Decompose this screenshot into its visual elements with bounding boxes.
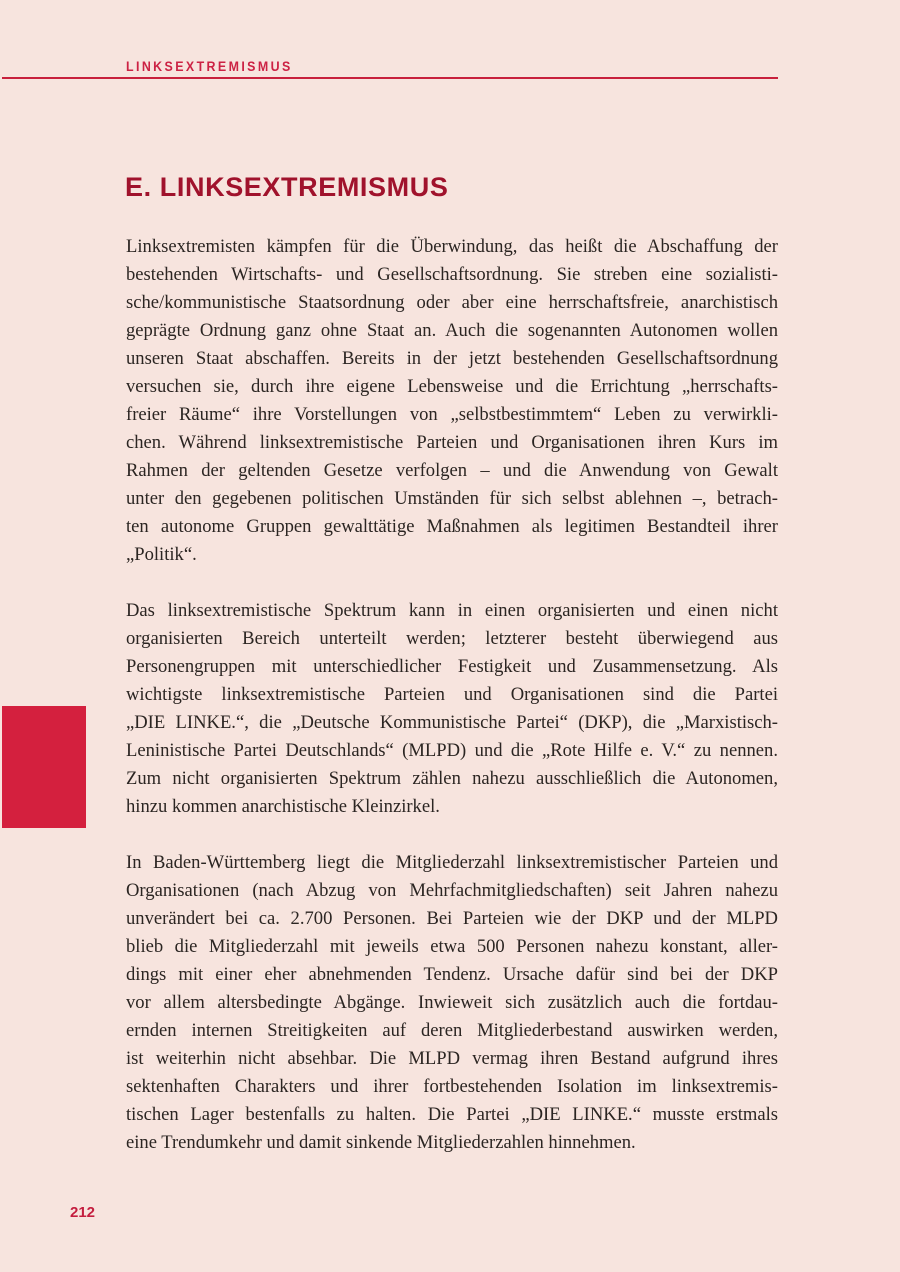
- text-line: hinzu kommen anarchistische Kleinzirkel.: [126, 796, 440, 817]
- text-line: Zum nicht organisierten Spektrum zählen nahezu ausschließlich die Autonomen,: [126, 768, 778, 789]
- text-line: versuchen sie, durch ihre eigene Lebensweise und die Errichtung „herrschafts-: [126, 376, 778, 397]
- text-line: unter den gegebenen politischen Umständen für sich selbst ablehnen –, betrach-: [126, 488, 778, 509]
- text-line: dings mit einer eher abnehmenden Tendenz. Ursache dafür sind bei der DKP: [126, 964, 778, 985]
- text-line: „Politik“.: [126, 544, 197, 565]
- text-line: tischen Lager bestenfalls zu halten. Die Partei „DIE LINKE.“ musste erstmals: [126, 1104, 778, 1125]
- text-line: Personengruppen mit unterschiedlicher Festigkeit und Zusammensetzung. Als: [126, 656, 778, 677]
- paragraph-2: [126, 597, 778, 821]
- text-line: sektenhaften Charakters und ihrer fortbestehenden Isolation im linksextremis-: [126, 1076, 778, 1097]
- text-line: unverändert bei ca. 2.700 Personen. Bei Parteien wie der DKP und der MLPD: [126, 908, 778, 929]
- text-line: geprägte Ordnung ganz ohne Staat an. Auch die sogenannten Autonomen wollen: [126, 320, 778, 341]
- body-text: [126, 233, 778, 1185]
- text-line: Linksextremisten kämpfen für die Überwindung, das heißt die Abschaffung der: [126, 236, 778, 257]
- running-header-title: LINKSEXTREMISMUS: [126, 59, 293, 74]
- chapter-title: E. LINKSEXTREMISMUS: [125, 172, 449, 202]
- chapter-side-tab: [2, 706, 86, 828]
- page-number: 212: [70, 1204, 96, 1221]
- header-rule: [2, 77, 778, 79]
- text-line: sche/kommunistische Staatsordnung oder aber eine herrschaftsfreie, anarchistisch: [126, 292, 778, 313]
- text-line: Das linksextremistische Spektrum kann in einen organisierten und einen nicht: [126, 600, 778, 621]
- text-line: wichtigste linksextremistische Parteien und Organisationen sind die Partei: [126, 684, 778, 705]
- text-line: chen. Während linksextremistische Parteien und Organisationen ihren Kurs im: [126, 432, 778, 453]
- text-line: bestehenden Wirtschafts- und Gesellschaftsordnung. Sie streben eine sozialisti-: [126, 264, 778, 285]
- text-line: vor allem altersbedingte Abgänge. Inwieweit sich zusätzlich auch die fortdau-: [126, 992, 778, 1013]
- text-line: „DIE LINKE.“, die „Deutsche Kommunistische Partei“ (DKP), die „Marxistisch-: [126, 712, 778, 733]
- text-line: ten autonome Gruppen gewalttätige Maßnahmen als legitimen Bestandteil ihrer: [126, 516, 778, 537]
- text-line: unseren Staat abschaffen. Bereits in der jetzt bestehenden Gesellschaftsordnung: [126, 348, 778, 369]
- paragraph-3: [126, 849, 778, 1157]
- text-line: Leninistische Partei Deutschlands“ (MLPD) und die „Rote Hilfe e. V.“ zu nennen.: [126, 740, 778, 761]
- text-line: In Baden-Württemberg liegt die Mitgliederzahl linksextremistischer Parteien und: [126, 852, 778, 873]
- text-line: ernden internen Streitigkeiten auf deren Mitgliederbestand auswirken werden,: [126, 1020, 778, 1041]
- text-line: ist weiterhin nicht absehbar. Die MLPD vermag ihren Bestand aufgrund ihres: [126, 1048, 778, 1069]
- text-line: blieb die Mitgliederzahl mit jeweils etwa 500 Personen nahezu konstant, aller-: [126, 936, 778, 957]
- paragraph-1: [126, 233, 778, 569]
- text-line: freier Räume“ ihre Vorstellungen von „selbstbestimmtem“ Leben zu verwirkli-: [126, 404, 778, 425]
- text-line: Organisationen (nach Abzug von Mehrfachmitgliedschaften) seit Jahren nahezu: [126, 880, 778, 901]
- text-line: eine Trendumkehr und damit sinkende Mitgliederzahlen hinnehmen.: [126, 1132, 636, 1153]
- text-line: Rahmen der geltenden Gesetze verfolgen – und die Anwendung von Gewalt: [126, 460, 778, 481]
- text-line: organisierten Bereich unterteilt werden; letzterer besteht überwiegend aus: [126, 628, 778, 649]
